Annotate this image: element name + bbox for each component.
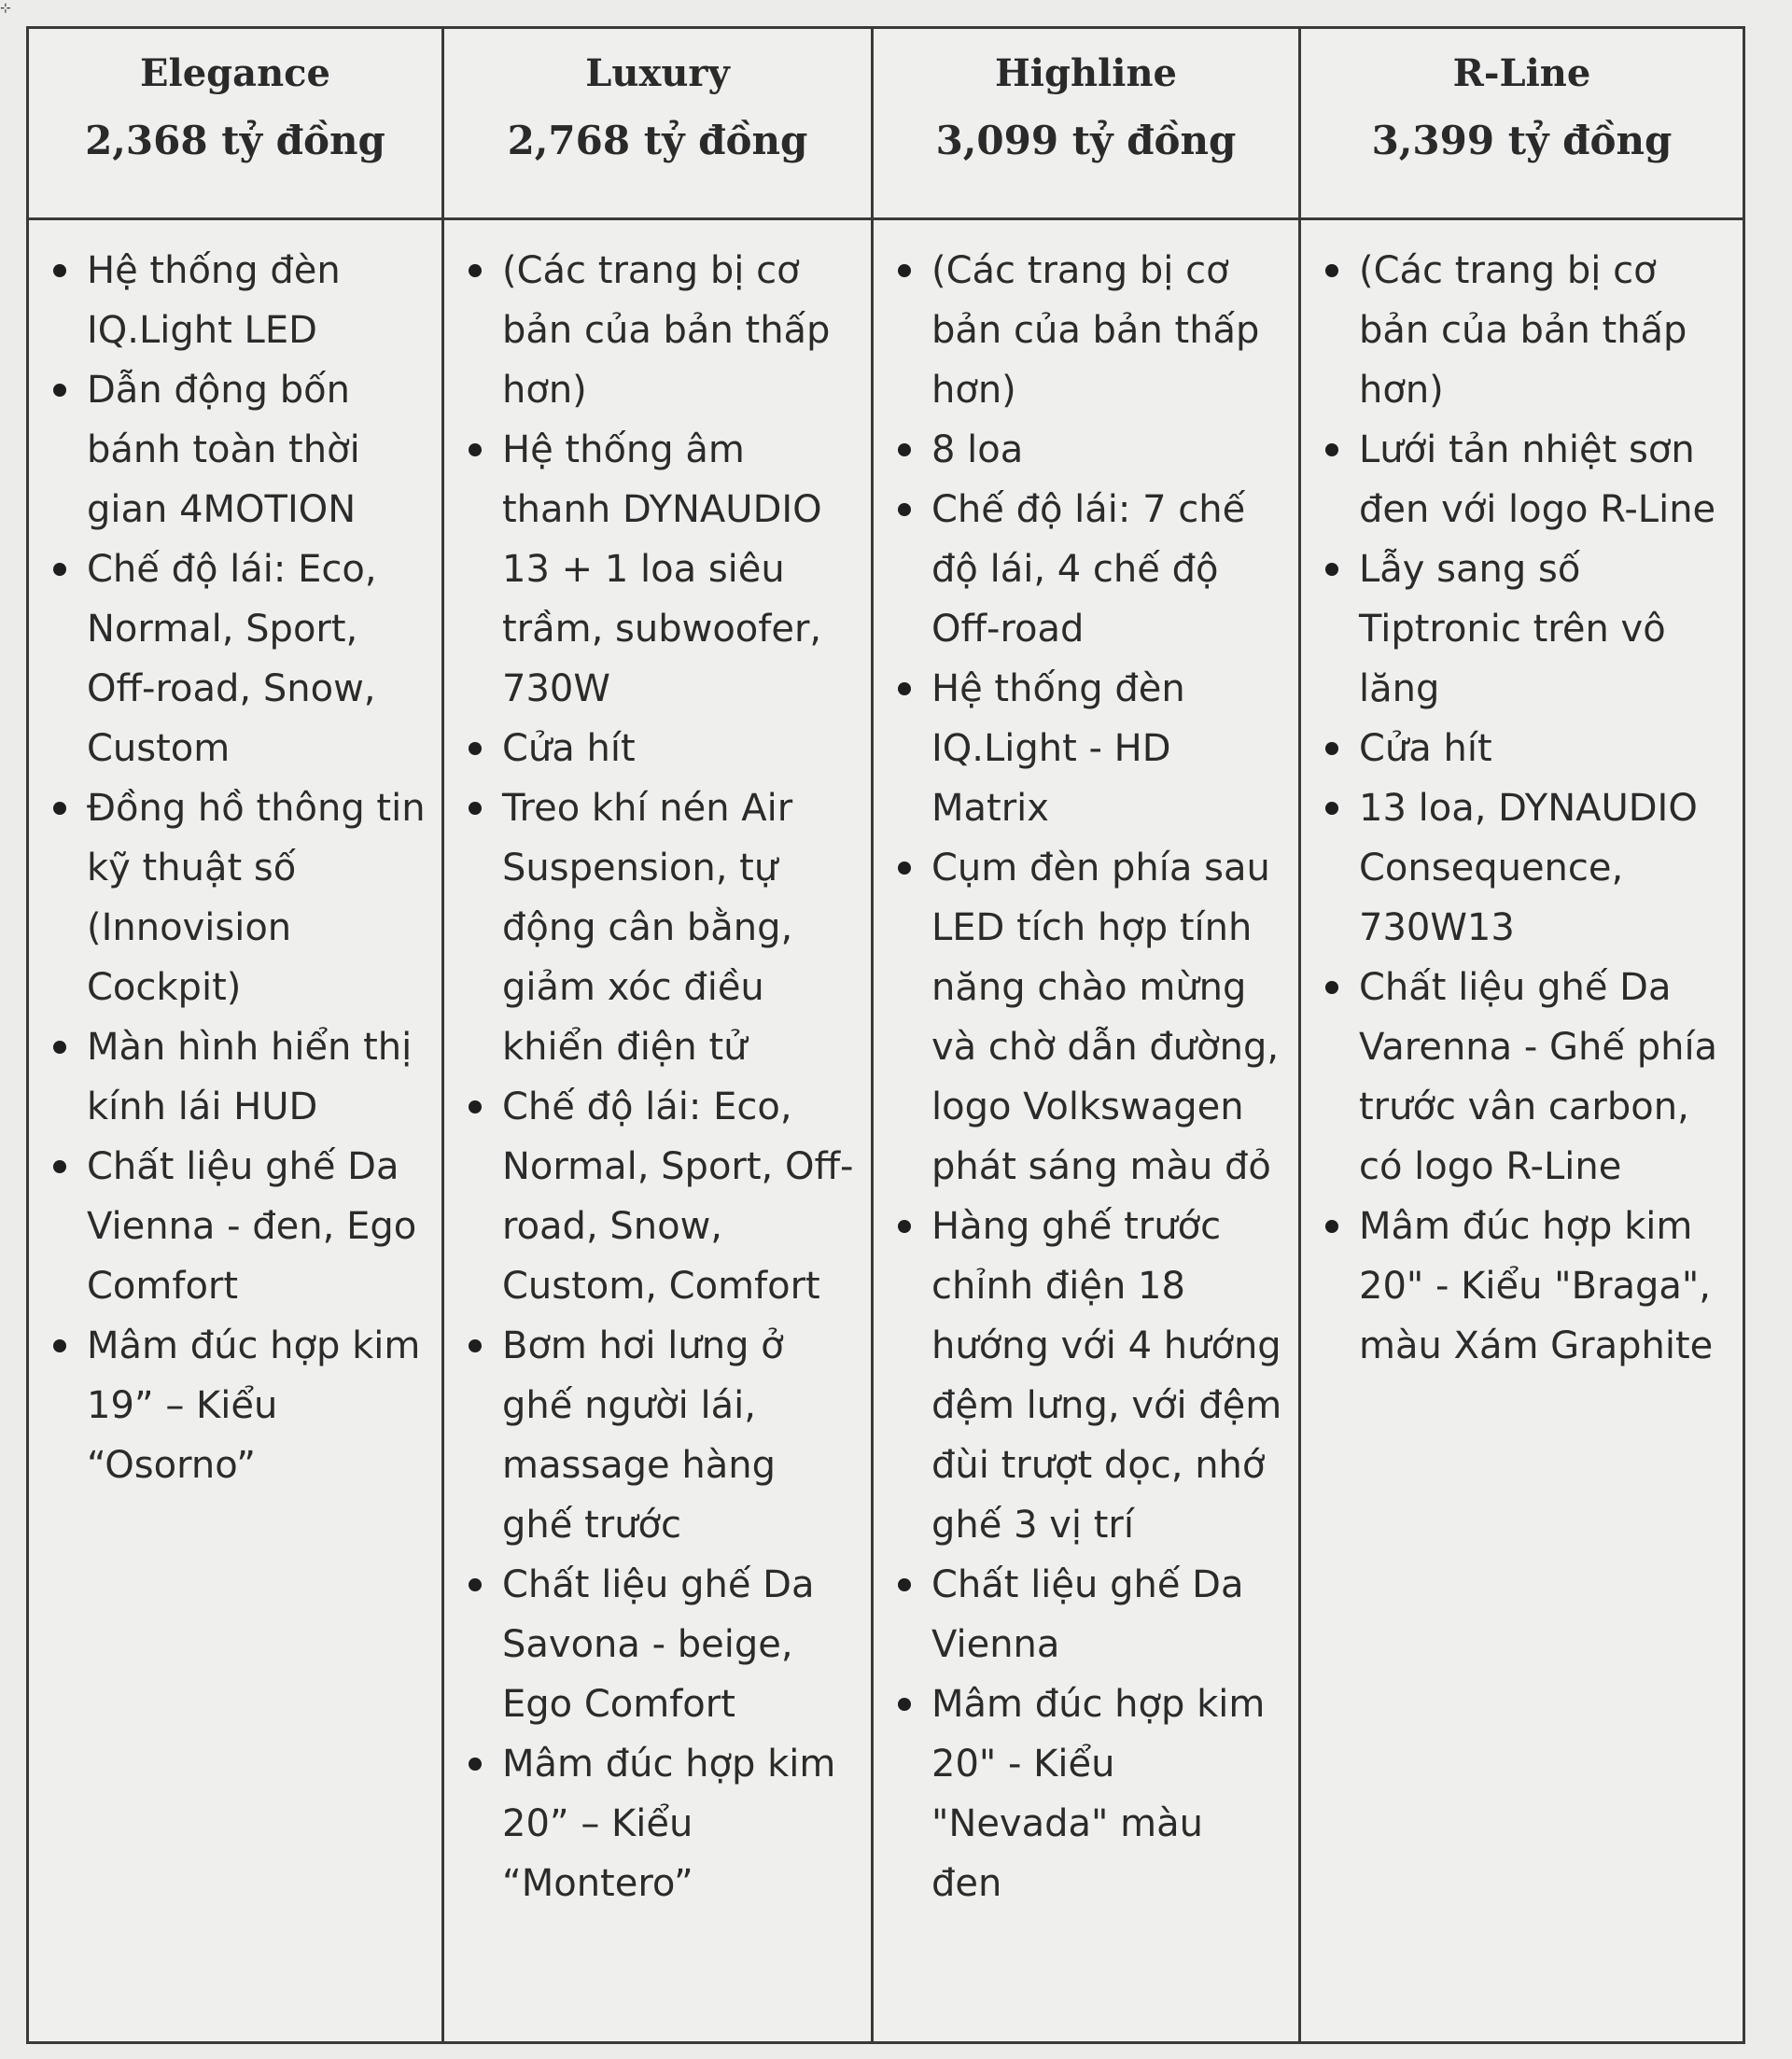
feature-item: Lưới tản nhiệt sơn đen với logo R-Line bbox=[1318, 420, 1728, 539]
feature-item: Bơm hơi lưng ở ghế người lái, massage hàng ghế trước bbox=[461, 1316, 856, 1555]
trim-comparison-table bbox=[26, 26, 1745, 2044]
feature-item: Chế độ lái: Eco, Normal, Sport, Off-road, Snow, Custom bbox=[46, 539, 427, 778]
feature-item: (Các trang bị cơ bản của bản thấp hơn) bbox=[890, 241, 1283, 420]
feature-item: Chất liệu ghế Da Vienna - đen, Ego Comfort bbox=[46, 1137, 427, 1316]
corner-mark: ⊹ bbox=[0, 1, 11, 16]
feature-item: Dẫn động bốn bánh toàn thời gian 4MOTION bbox=[46, 360, 427, 539]
trim-name: Highline bbox=[995, 51, 1177, 95]
feature-item: Chế độ lái: Eco, Normal, Sport, Off-road, Snow, Custom, Comfort bbox=[461, 1077, 856, 1316]
feature-item: Cửa hít bbox=[461, 719, 856, 778]
table-header-row bbox=[29, 29, 1743, 220]
feature-cell-elegance bbox=[29, 220, 444, 2041]
trim-price: 2,768 tỷ đồng bbox=[507, 118, 808, 163]
feature-item: Chất liệu ghế Da Vienna bbox=[890, 1555, 1283, 1674]
feature-item: Hệ thống âm thanh DYNAUDIO 13 + 1 loa siêu trầm, subwoofer, 730W bbox=[461, 420, 856, 719]
trim-name: Elegance bbox=[140, 51, 330, 95]
header-cell-luxury bbox=[444, 29, 874, 217]
feature-item: Hàng ghế trước chỉnh điện 18 hướng với 4 hướng đệm lưng, với đệm đùi trượt dọc, nhớ ghế 3 vị trí bbox=[890, 1197, 1283, 1555]
feature-item: Đồng hồ thông tin kỹ thuật số (Innovision Cockpit) bbox=[46, 778, 427, 1017]
header-cell-highline bbox=[874, 29, 1301, 217]
feature-list bbox=[46, 241, 427, 1495]
trim-price: 3,399 tỷ đồng bbox=[1371, 118, 1673, 163]
trim-price: 3,099 tỷ đồng bbox=[935, 118, 1237, 163]
feature-item: Chất liệu ghế Da Varenna - Ghế phía trước vân carbon, có logo R-Line bbox=[1318, 958, 1728, 1197]
feature-item: Mâm đúc hợp kim 19” – Kiểu “Osorno” bbox=[46, 1316, 427, 1495]
feature-item: 13 loa, DYNAUDIO Consequence, 730W13 bbox=[1318, 778, 1728, 958]
feature-item: Treo khí nén Air Suspension, tự động cân bằng, giảm xóc điều khiển điện tử bbox=[461, 778, 856, 1077]
feature-item: Cụm đèn phía sau LED tích hợp tính năng chào mừng và chờ dẫn đường, logo Volkswagen phát sáng màu đỏ bbox=[890, 838, 1283, 1197]
feature-item: Chế độ lái: 7 chế độ lái, 4 chế độ Off-road bbox=[890, 480, 1283, 659]
feature-item: Hệ thống đèn IQ.Light - HD Matrix bbox=[890, 659, 1283, 838]
trim-price: 2,368 tỷ đồng bbox=[85, 118, 385, 163]
feature-cell-luxury bbox=[444, 220, 874, 2041]
feature-cell-highline bbox=[874, 220, 1301, 2041]
trim-name: R-Line bbox=[1452, 51, 1591, 95]
feature-item: Mâm đúc hợp kim 20" - Kiểu "Braga", màu Xám Graphite bbox=[1318, 1197, 1728, 1376]
feature-item: Chất liệu ghế Da Savona - beige, Ego Comfort bbox=[461, 1555, 856, 1734]
feature-item: (Các trang bị cơ bản của bản thấp hơn) bbox=[1318, 241, 1728, 420]
feature-list bbox=[461, 241, 856, 1913]
feature-item: Mâm đúc hợp kim 20" - Kiểu "Nevada" màu đen bbox=[890, 1674, 1283, 1913]
feature-list bbox=[1318, 241, 1728, 1376]
feature-cell-r-line bbox=[1301, 220, 1743, 2041]
feature-list bbox=[890, 241, 1283, 1913]
feature-item: Màn hình hiển thị kính lái HUD bbox=[46, 1017, 427, 1137]
feature-item: 8 loa bbox=[890, 420, 1283, 480]
feature-item: Lẫy sang số Tiptronic trên vô lăng bbox=[1318, 539, 1728, 719]
header-cell-elegance bbox=[29, 29, 444, 217]
feature-item: (Các trang bị cơ bản của bản thấp hơn) bbox=[461, 241, 856, 420]
table-body-row bbox=[29, 220, 1743, 2041]
feature-item: Hệ thống đèn IQ.Light LED bbox=[46, 241, 427, 360]
feature-item: Cửa hít bbox=[1318, 719, 1728, 778]
header-cell-r-line bbox=[1301, 29, 1743, 217]
trim-name: Luxury bbox=[585, 51, 730, 95]
feature-item: Mâm đúc hợp kim 20” – Kiểu “Montero” bbox=[461, 1734, 856, 1913]
